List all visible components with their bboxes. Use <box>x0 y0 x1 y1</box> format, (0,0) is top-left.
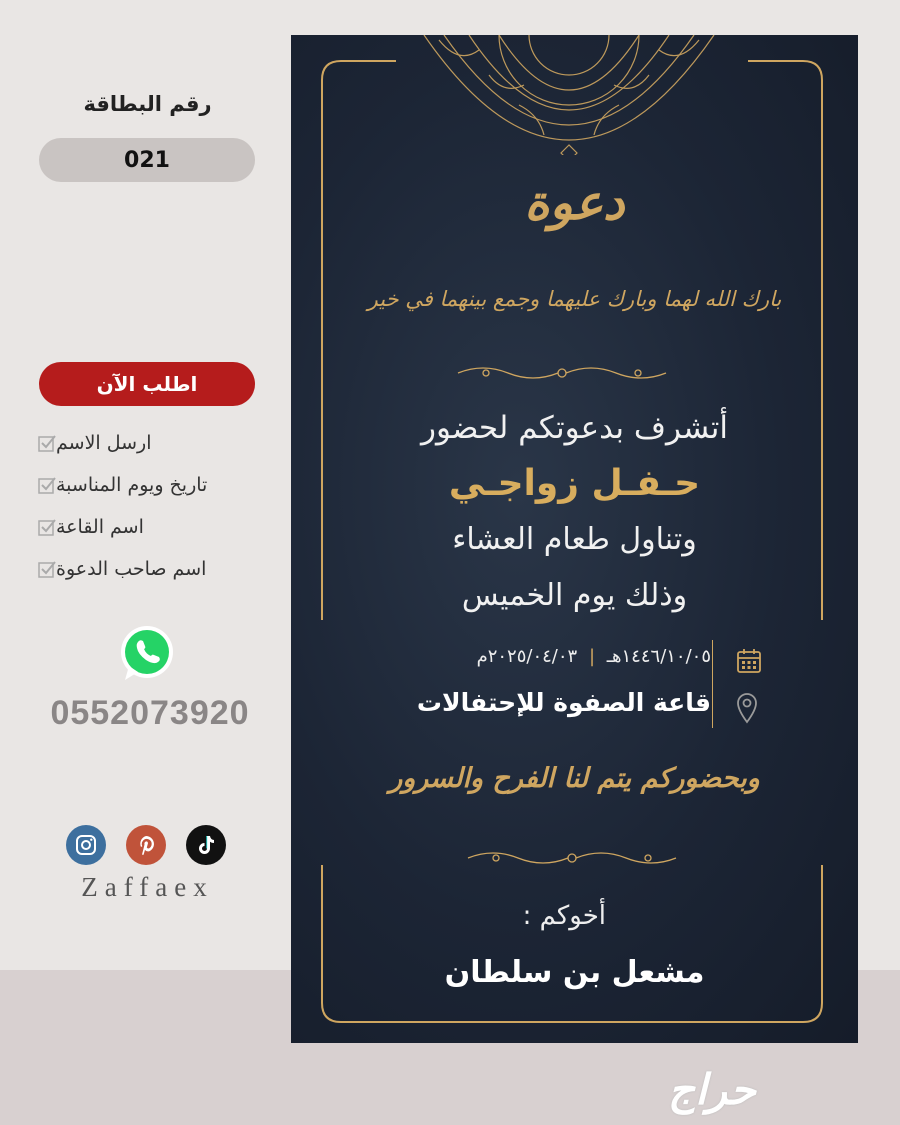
pinterest-icon[interactable] <box>126 825 166 865</box>
checklist-item <box>30 422 255 464</box>
tiktok-icon[interactable] <box>186 825 226 865</box>
venue-name: قاعة الصفوة للإحتفالات <box>416 688 711 717</box>
occasion-title: حـفـل زواجـي <box>448 463 701 504</box>
invite-line-1: أتشرف بدعوتكم لحضور <box>421 410 728 446</box>
host-name: مشعل بن سلطان <box>444 955 705 990</box>
detail-divider <box>712 640 713 728</box>
checklist-label: ارسل الاسم <box>56 432 152 454</box>
date-separator: | <box>588 646 596 667</box>
order-now-button[interactable]: اطلب الآن <box>39 362 255 406</box>
haraj-watermark: حراج <box>668 1065 756 1114</box>
checklist-item <box>30 548 255 590</box>
phone-number[interactable]: 0552073920 <box>50 694 250 732</box>
hijri-date: ١٤٤٦/١٠/٠٥هـ <box>606 646 711 667</box>
event-dates <box>401 646 711 667</box>
invitation-card <box>291 35 858 1043</box>
invite-line-3: وتناول طعام العشاء <box>452 522 697 557</box>
requirements-checklist <box>30 422 255 590</box>
brand-name: Zaffaex <box>81 872 214 902</box>
divider-ornament <box>466 848 678 868</box>
social-links <box>66 825 226 865</box>
checklist-label: تاريخ ويوم المناسبة <box>56 474 208 496</box>
location-pin-icon <box>735 692 759 724</box>
invitation-heading: دعوة <box>524 175 625 231</box>
blessing-calligraphy: بارك الله لهما وبارك عليهما وجمع بينهما في خير <box>367 287 782 311</box>
checklist-item <box>30 464 255 506</box>
checkbox-checked-icon <box>38 518 56 536</box>
checkbox-checked-icon <box>38 476 56 494</box>
checklist-item <box>30 506 255 548</box>
closing-calligraphy: وبحضوركم يتم لنا الفرح والسرور <box>389 763 760 794</box>
checkbox-checked-icon <box>38 560 56 578</box>
card-number-badge: 021 <box>39 138 255 182</box>
calendar-icon <box>736 648 762 674</box>
invite-line-4: وذلك يوم الخميس <box>461 578 688 613</box>
whatsapp-icon[interactable] <box>116 622 176 684</box>
card-number-label: رقم البطاقة <box>83 92 212 116</box>
checklist-label: اسم القاعة <box>56 516 144 538</box>
instagram-icon[interactable] <box>66 825 106 865</box>
checkbox-checked-icon <box>38 434 56 452</box>
divider-ornament <box>456 363 668 383</box>
brother-label: أخوكم : <box>522 901 606 931</box>
checklist-label: اسم صاحب الدعوة <box>56 558 207 580</box>
gregorian-date: ٢٠٢٥/٠٤/٠٣م <box>476 646 578 667</box>
